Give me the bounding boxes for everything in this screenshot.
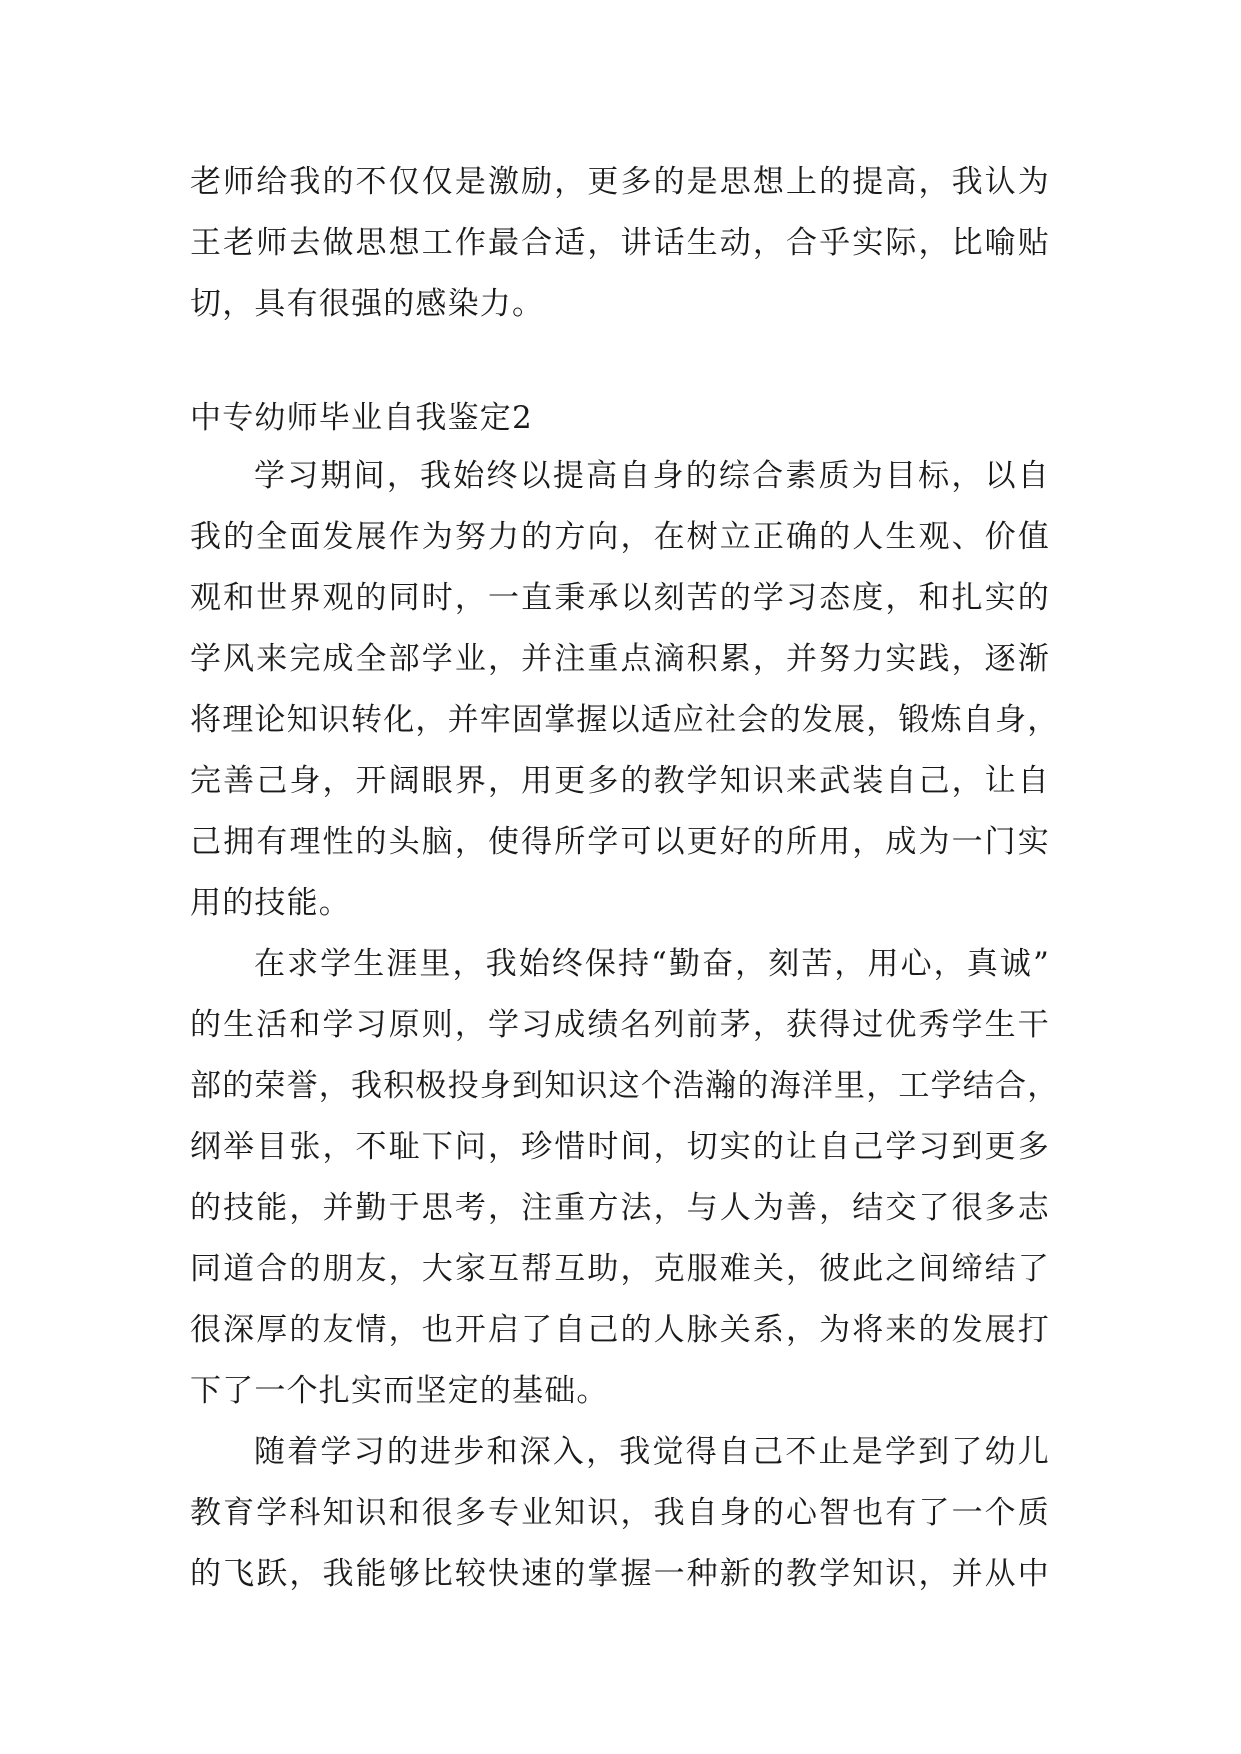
text-line: 王老师去做思想工作最合适，讲话生动，合乎实际，比喻贴 [190,225,1050,261]
paragraph-3-line: 随着学习的进步和深入，我觉得自己不止是学到了幼儿 [254,1434,1050,1470]
paragraph-2-line: 下了一个扎实而坚定的基础。 [190,1373,609,1409]
paragraph-2-line: 同道合的朋友，大家互帮互助，克服难关，彼此之间缔结了 [190,1251,1050,1287]
paragraph-2-line: 的生活和学习原则，学习成绩名列前茅，获得过优秀学生干 [190,1007,1050,1043]
paragraph-1-line: 学习期间，我始终以提高自身的综合素质为目标，以自 [254,458,1050,494]
paragraph-2-line: 在求学生涯里，我始终保持“勤奋，刻苦，用心，真诚” [254,946,1050,982]
paragraph-3-line: 教育学科知识和很多专业知识，我自身的心智也有了一个质 [190,1495,1050,1531]
paragraph-1-line: 完善己身，开阔眼界，用更多的教学知识来武装自己，让自 [190,763,1050,799]
paragraph-1-line: 用的技能。 [190,885,351,921]
text-line: 切，具有很强的感染力。 [190,286,545,322]
text-line: 老师给我的不仅仅是激励，更多的是思想上的提高，我认为 [190,164,1050,200]
paragraph-2-line: 的技能，并勤于思考，注重方法，与人为善，结交了很多志 [190,1190,1050,1226]
paragraph-1-line: 我的全面发展作为努力的方向，在树立正确的人生观、价值 [190,519,1050,555]
paragraph-1-line: 将理论知识转化，并牢固掌握以适应社会的发展，锻炼自身， [190,702,1060,738]
paragraph-1-line: 观和世界观的同时，一直秉承以刻苦的学习态度，和扎实的 [190,580,1050,616]
section-title: 中专幼师毕业自我鉴定2 [190,400,533,436]
paragraph-2-line: 很深厚的友情，也开启了自己的人脉关系，为将来的发展打 [190,1312,1050,1348]
paragraph-2-line: 部的荣誉，我积极投身到知识这个浩瀚的海洋里，工学结合， [190,1068,1060,1104]
paragraph-1-line: 己拥有理性的头脑，使得所学可以更好的所用，成为一门实 [190,824,1050,860]
paragraph-3-line: 的飞跃，我能够比较快速的掌握一种新的教学知识，并从中 [190,1556,1050,1592]
paragraph-2-line: 纲举目张，不耻下问，珍惜时间，切实的让自己学习到更多 [190,1129,1050,1165]
paragraph-1-line: 学风来完成全部学业，并注重点滴积累，并努力实践，逐渐 [190,641,1050,677]
